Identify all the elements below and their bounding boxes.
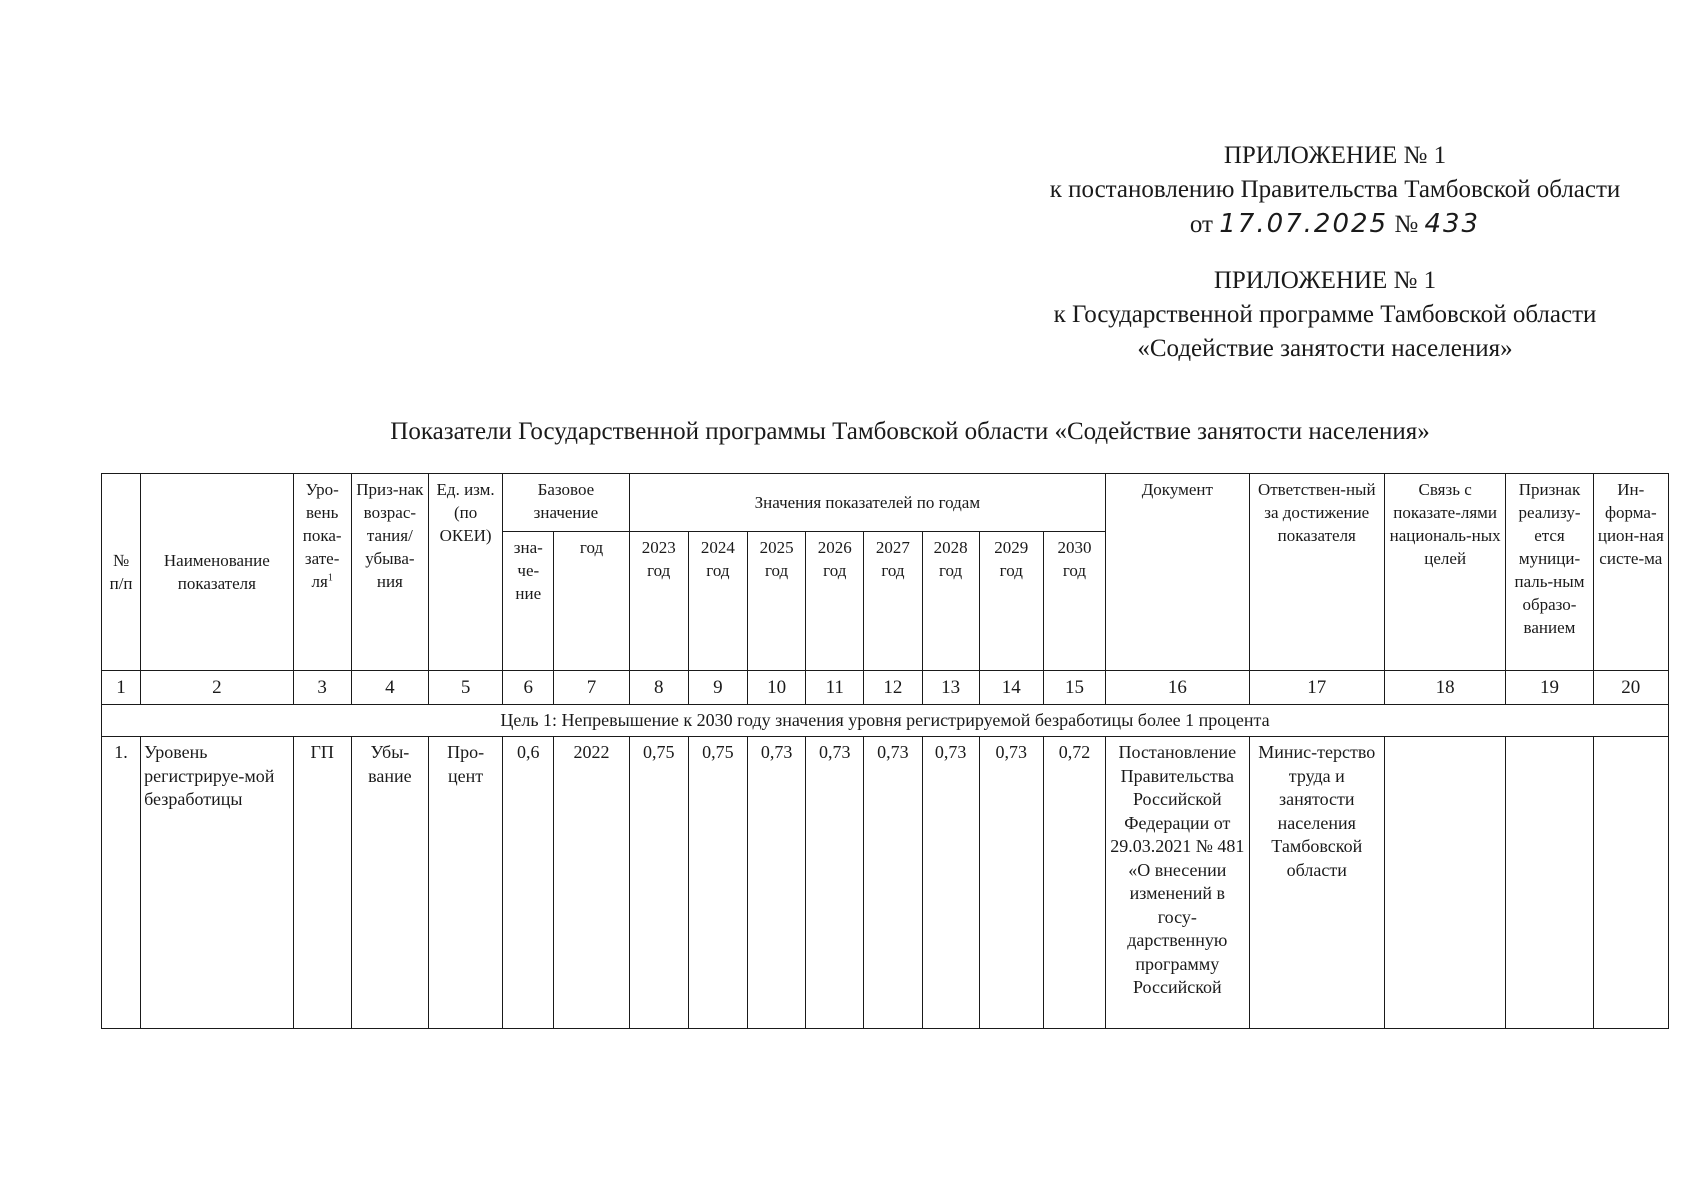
column-number: 6 [503, 671, 554, 705]
appendix-date-line [1000, 207, 1670, 242]
row-national-goals [1384, 737, 1505, 1029]
column-number: 14 [979, 671, 1043, 705]
row-sign: Убы-вание [351, 737, 428, 1029]
header-base-value: зна-че-ние [503, 532, 554, 671]
header-unit: Ед. изм. (по ОКЕИ) [428, 474, 502, 671]
appendix-program-name: «Содействие занятости населения» [1137, 335, 1513, 362]
column-number: 2 [141, 671, 293, 705]
header-year: 2028 год [922, 532, 979, 671]
column-number: 10 [748, 671, 806, 705]
column-number: 4 [351, 671, 428, 705]
goal-row [102, 705, 1669, 737]
row-value-2028: 0,73 [922, 737, 979, 1029]
column-number: 16 [1106, 671, 1249, 705]
header-year: 2030 год [1043, 532, 1105, 671]
header-document: Документ [1106, 474, 1249, 671]
row-value-2029: 0,73 [979, 737, 1043, 1029]
row-base-year: 2022 [554, 737, 629, 1029]
handwritten-number: 433 [1424, 209, 1481, 239]
header-year: 2023 год [629, 532, 688, 671]
header-year: 2029 год [979, 532, 1043, 671]
row-indicator-name: Уровень регистрируе-мой безработицы [141, 737, 293, 1029]
header-name: Наименование показателя [141, 474, 293, 671]
header-municipal: Признак реализу-ется муници-паль-ным образо-ванием [1506, 474, 1593, 671]
header-level: Уро-вень пока-$зате-ля^1$ [293, 474, 351, 671]
header-year: 2026 год [806, 532, 864, 671]
handwritten-date: 17.07.2025 [1219, 209, 1389, 239]
header-years: Значения показателей по годам [629, 474, 1105, 532]
column-number: 17 [1249, 671, 1384, 705]
row-num: 1. [102, 737, 141, 1029]
header-base-year: год [554, 532, 629, 671]
column-number: 1 [102, 671, 141, 705]
column-number: 9 [688, 671, 747, 705]
appendix-title: ПРИЛОЖЕНИЕ № 1 [1223, 142, 1447, 169]
appendix-block-program [1000, 264, 1650, 366]
column-numbers-row [102, 671, 1669, 705]
column-number: 15 [1043, 671, 1105, 705]
row-value-2023: 0,75 [629, 737, 688, 1029]
row-unit: Про-цент [428, 737, 502, 1029]
appendix-subtitle: к постановлению Правительства Тамбовской области [1049, 176, 1621, 203]
document-title: Показатели Государственной программы Тамбовской области «Содействие занятости населения» [390, 418, 1430, 445]
appendix-block-resolution [1000, 139, 1670, 242]
row-info-system [1593, 737, 1668, 1029]
header-base: Базовое значение [503, 474, 629, 532]
column-number: 11 [806, 671, 864, 705]
header-responsible: Ответствен-ный за достижение показателя [1249, 474, 1384, 671]
column-number: 8 [629, 671, 688, 705]
header-year: 2024 год [688, 532, 747, 671]
header-year: 2025 год [748, 532, 806, 671]
number-sign: № [1394, 211, 1419, 238]
row-base-value: 0,6 [503, 737, 554, 1029]
row-value-2030: 0,72 [1043, 737, 1105, 1029]
table-row [102, 737, 1669, 1029]
date-prefix: от [1189, 211, 1213, 238]
column-number: 3 [293, 671, 351, 705]
header-info-system: Ин-форма-цион-ная систе-ма [1593, 474, 1668, 671]
column-number: 18 [1384, 671, 1505, 705]
goal-text: Цель 1: Непревышение к 2030 году значения уровня регистрируемой безработицы более 1 процента [102, 705, 1669, 737]
row-responsible: Минис-терство труда и занятости населения Тамбовской области [1249, 737, 1384, 1029]
column-number: 5 [428, 671, 502, 705]
row-municipal [1506, 737, 1593, 1029]
row-value-2027: 0,73 [864, 737, 922, 1029]
header-national-goals: Связь с показате-лями националь-ных целей [1384, 474, 1505, 671]
row-value-2024: 0,75 [688, 737, 747, 1029]
row-value-2026: 0,73 [806, 737, 864, 1029]
column-number: 20 [1593, 671, 1668, 705]
column-number: 12 [864, 671, 922, 705]
row-value-2025: 0,73 [748, 737, 806, 1029]
column-number: 7 [554, 671, 629, 705]
column-number: 13 [922, 671, 979, 705]
appendix-subtitle: к Государственной программе Тамбовской области [1053, 301, 1597, 328]
indicators-table [101, 473, 1669, 1029]
row-document: Постановление Правительства Российской Федерации от 29.03.2021 № 481 «О внесении изменений в госу-дарственную программу Российской [1106, 737, 1249, 1029]
header-sign: Приз-нак возрас-тания/ убыва-ния [351, 474, 428, 671]
row-level: ГП [293, 737, 351, 1029]
header-year: 2027 год [864, 532, 922, 671]
header-row-top [102, 474, 1669, 532]
column-number: 19 [1506, 671, 1593, 705]
header-num: № п/п [102, 474, 141, 671]
appendix-title: ПРИЛОЖЕНИЕ № 1 [1213, 267, 1437, 294]
